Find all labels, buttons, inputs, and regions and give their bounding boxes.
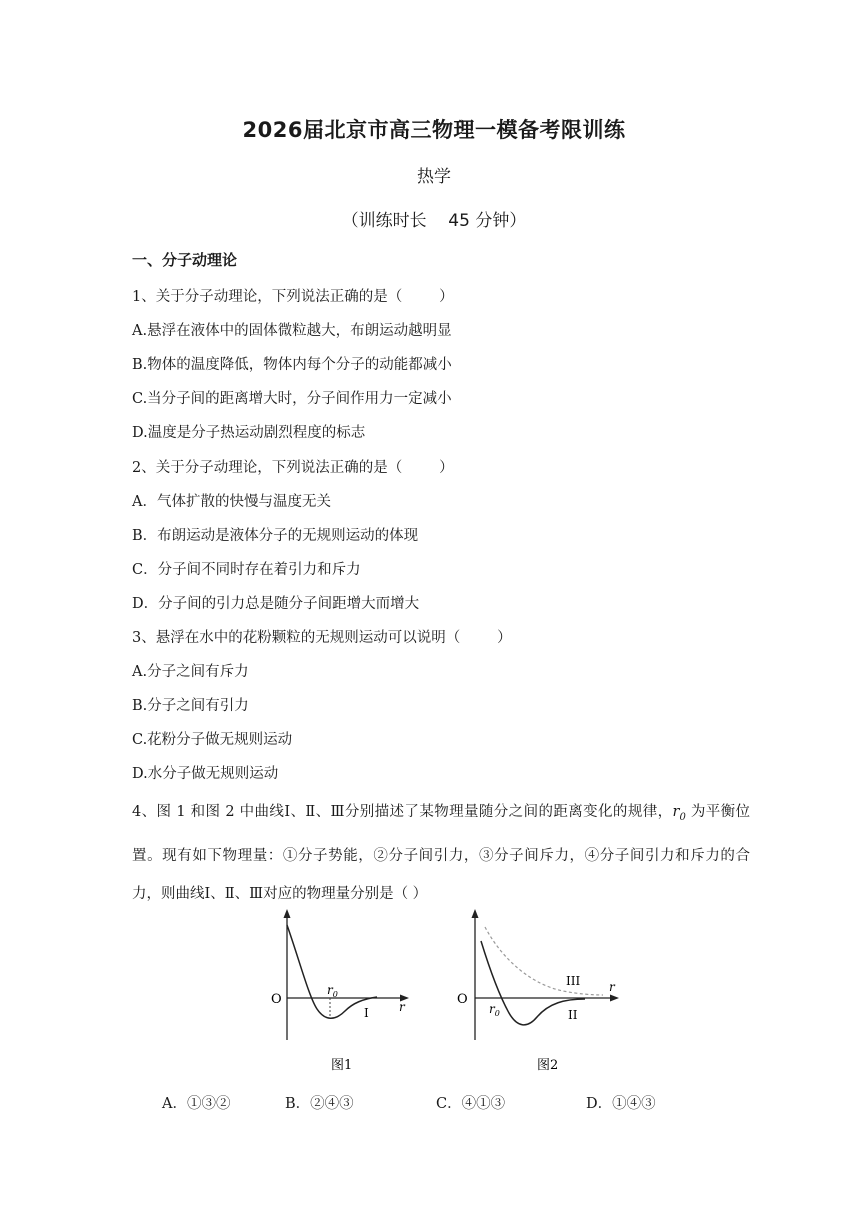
question-2-option-a: A．气体扩散的快慢与温度无关 <box>132 494 331 510</box>
training-duration: （训练时长 45 分钟） <box>341 211 527 231</box>
figure-1-curve-label: I <box>364 1006 369 1020</box>
section-heading: 一、分子动理论 <box>132 251 238 269</box>
question-2-option-d: D．分子间的引力总是随分子间距增大而增大 <box>132 596 420 612</box>
question-4-stem-part2: 为平衡位置。现有如下物理量：①分子势能，②分子间引力，③分子间斥力，④分子间引力和斥力的合力，则曲线Ⅰ、Ⅱ、Ⅲ对应的物理量分别是（ ） <box>132 804 750 902</box>
figure-2-y-arrow <box>472 909 479 918</box>
question-4-stem <box>132 793 750 913</box>
subject-subtitle: 热学 <box>417 167 451 187</box>
question-1-option-a: A.悬浮在液体中的固体微粒越大，布朗运动越明显 <box>132 323 452 339</box>
figure-2 <box>453 905 628 1085</box>
question-2-stem: 2、关于分子动理论，下列说法正确的是（ ） <box>132 460 454 476</box>
question-4-option-b: B．②④③ <box>285 1096 354 1112</box>
figure-1-curve-i <box>287 925 377 1018</box>
figure-2-x-arrow <box>610 995 619 1002</box>
question-1-stem: 1、关于分子动理论，下列说法正确的是（ ） <box>132 289 454 305</box>
figure-1 <box>265 905 415 1085</box>
figure-1-caption: 图1 <box>331 1058 353 1073</box>
figure-2-r0-label: $r_0$ <box>489 1002 500 1018</box>
question-2-option-b: B．布朗运动是液体分子的无规则运动的体现 <box>132 528 419 544</box>
figure-1-r0-label: $r_0$ <box>327 983 338 999</box>
figure-2-caption: 图2 <box>537 1058 559 1073</box>
question-4-option-d: D．①④③ <box>586 1096 656 1112</box>
question-3-option-c: C.花粉分子做无规则运动 <box>132 732 293 748</box>
figure-2-curve-iii-label: III <box>566 974 581 988</box>
figure-1-origin-label: O <box>271 992 282 1007</box>
question-1-option-b: B.物体的温度降低，物体内每个分子的动能都减小 <box>132 357 452 373</box>
question-3-stem: 3、悬浮在水中的花粉颗粒的无规则运动可以说明（ ） <box>132 630 512 646</box>
figure-2-axis-r-label: r <box>609 980 615 994</box>
question-3-option-a: A.分子之间有斥力 <box>132 664 249 680</box>
figure-1-axis-r-label: r <box>399 1000 405 1014</box>
r0-symbol: $r_0$ <box>672 804 686 823</box>
question-4-option-a: A．①③② <box>162 1096 231 1112</box>
figure-2-origin-label: O <box>457 992 468 1007</box>
question-1-option-c: C.当分子间的距离增大时，分子间作用力一定减小 <box>132 391 452 407</box>
figure-2-curve-iii <box>485 927 603 995</box>
figure-2-curve-ii-label: II <box>568 1008 578 1022</box>
question-2-option-c: C．分子间不同时存在着引力和斥力 <box>132 562 361 578</box>
question-4-option-c: C．④①③ <box>436 1096 506 1112</box>
exam-title: 2026届北京市高三物理一模备考限训练 <box>242 118 626 142</box>
question-3-option-b: B.分子之间有引力 <box>132 698 249 714</box>
question-4-stem-part1: 4、图 1 和图 2 中曲线Ⅰ、Ⅱ、Ⅲ分别描述了某物理量随分之间的距离变化的规律， <box>132 804 673 820</box>
figure-1-y-arrow <box>284 909 291 918</box>
question-1-option-d: D.温度是分子热运动剧烈程度的标志 <box>132 425 366 441</box>
question-3-option-d: D.水分子做无规则运动 <box>132 766 279 782</box>
